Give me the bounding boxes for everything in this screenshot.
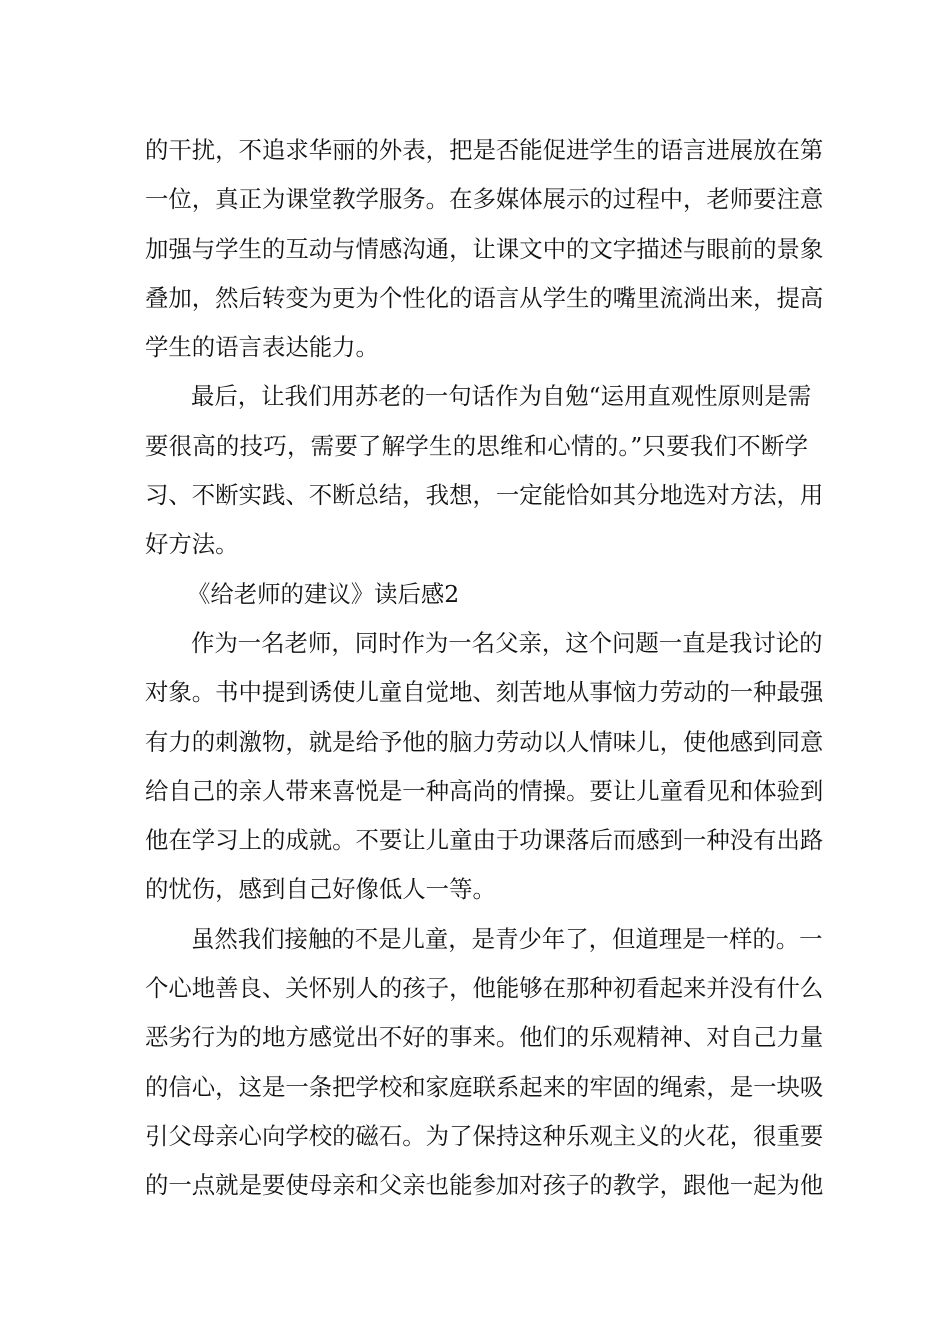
text-line: 引父母亲心向学校的磁石。为了保持这种乐观主义的火花，很重要 [145,1121,824,1150]
text-line: 虽然我们接触的不是儿童，是青少年了，但道理是一样的。一 [191,924,823,953]
text-line: 的信心，这是一条把学校和家庭联系起来的牢固的绳索，是一块吸 [145,1072,824,1101]
paragraph-1 [145,126,824,372]
text-line: 的干扰，不追求华丽的外表，把是否能促进学生的语言进展放在第 [145,136,824,164]
text-line: 恶劣行为的地方感觉出不好的事来。他们的乐观精神、对自己力量 [145,1023,824,1052]
text-line: 学生的语言表达能力。 [145,333,379,362]
text-line: 叠加，然后转变为更为个性化的语言从学生的嘴里流淌出来，提高 [145,283,824,312]
text-line: 要很高的技巧，需要了解学生的思维和心情的。”只要我们不断学 [145,431,808,460]
text-line: 对象。书中提到诱使儿童自觉地、刻苦地从事恼力劳动的一种最强 [145,678,824,707]
text-line: 最后，让我们用苏老的一句话作为自勉“运用直观性原则是需 [191,382,812,411]
section-heading: 《给老师的建议》读后感2 [187,579,460,608]
paragraph-2 [145,372,824,569]
text-line: 个心地善良、关怀别人的孩子，他能够在那种初看起来并没有什么 [145,974,824,1003]
text-line: 的一点就是要使母亲和父亲也能参加对孩子的教学，跟他一起为他 [145,1171,824,1200]
text-line: 一位，真正为课堂教学服务。在多媒体展示的过程中，老师要注意 [145,185,824,214]
text-line: 习、不断实践、不断总结，我想，一定能恰如其分地选对方法，用 [145,481,824,510]
text-line: 的忧伤，感到自己好像低人一等。 [145,875,496,904]
paragraph-4 [145,915,824,1211]
document-page [145,126,824,1211]
text-line: 他在学习上的成就。不要让儿童由于功课落后而感到一种没有出路 [145,826,824,855]
text-line: 作为一名老师，同时作为一名父亲，这个问题一直是我讨论的 [191,628,823,657]
paragraph-3 [145,619,824,915]
text-line: 好方法。 [145,530,239,559]
text-line: 有力的刺激物，就是给予他的脑力劳动以人情味儿，使他感到同意 [145,727,824,756]
text-line: 加强与学生的互动与情感沟通，让课文中的文字描述与眼前的景象 [145,234,824,263]
text-line: 给自己的亲人带来喜悦是一种高尚的情操。要让儿童看见和体验到 [145,776,824,805]
